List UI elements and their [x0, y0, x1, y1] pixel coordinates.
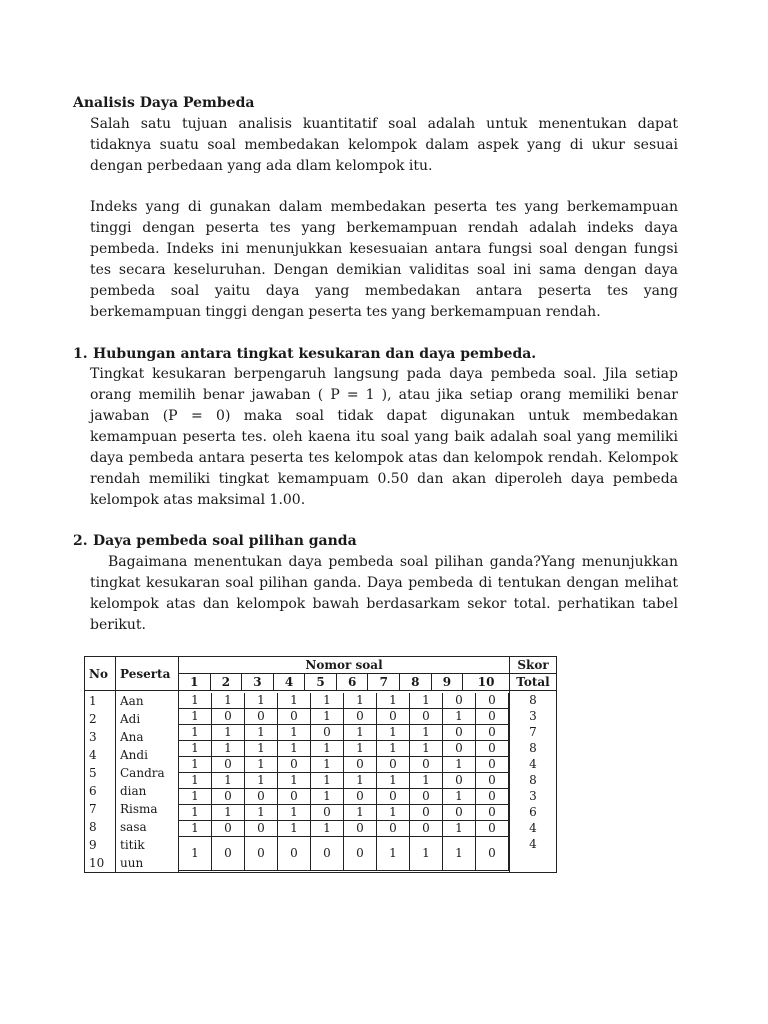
heading-2-number: 2.: [73, 533, 88, 549]
paragraph-difficulty: Tingkat kesukaran berpengaruh langsung pada daya pembeda soal. Jila setiap orang memilih benar jawaban ( P = 1 ), atau jika setiap orang memiliki benar jawaban (P = 0) maka soal tidak dapat digunakan untuk membedakan kemampuan peserta tes. oleh kaena itu soal yang baik adalah soal yang memiliki daya pembeda antara peserta tes kelompok atas dan kelompok rendah. Kelompok rendah memiliki tingkat kemampuam 0.50 dan akan diperoleh daya pembeda kelompok atas maksimal 1.00.: [90, 366, 678, 508]
answer-cell: 0: [443, 740, 476, 756]
answer-cell: 1: [410, 693, 443, 709]
answer-cell: 1: [245, 772, 278, 788]
answer-cell: 0: [278, 836, 311, 870]
answer-cell: 0: [278, 708, 311, 724]
answer-cell: 1: [311, 820, 344, 836]
answer-cell: 1: [410, 740, 443, 756]
paragraph-multiple-choice: Bagaimana menentukan daya pembeda soal pilihan ganda?Yang menunjukkan tingkat kesukaran soal pilihan ganda. Daya pembeda di tentukan dengan melihat kelompok atas dan kelompok bawah berdasarkam sekor total. perhatikan tabel berikut.: [90, 554, 678, 633]
answer-cell: 1: [344, 772, 377, 788]
answer-cell: 0: [377, 756, 410, 772]
answer-cell: 1: [410, 772, 443, 788]
answer-cell: 0: [212, 708, 245, 724]
answer-cell: 1: [278, 772, 311, 788]
answer-cell: 1: [344, 724, 377, 740]
question-number-2: 2: [210, 674, 242, 691]
answer-cell: 1: [278, 804, 311, 820]
answer-cell: 0: [410, 708, 443, 724]
answer-cell: 1: [179, 772, 212, 788]
answer-cell: 1: [179, 836, 212, 870]
answer-cell: 0: [311, 836, 344, 870]
participant-name: sasa: [120, 820, 147, 834]
heading-2-title: Daya pembeda soal pilihan ganda: [93, 533, 357, 549]
answer-cell: 0: [212, 756, 245, 772]
answer-cell: 0: [476, 708, 509, 724]
participant-name: Ana: [120, 730, 144, 744]
answer-cell: 1: [443, 708, 476, 724]
table-row: [179, 788, 509, 804]
answer-cell: 0: [410, 788, 443, 804]
answer-cell: 0: [344, 788, 377, 804]
answer-grid: [179, 693, 509, 871]
total-score: 3: [529, 709, 537, 723]
total-score: 4: [529, 757, 537, 771]
no-column: [85, 691, 116, 873]
total-score: 3: [529, 789, 537, 803]
answer-cell: 0: [476, 756, 509, 772]
total-score: 8: [529, 773, 537, 787]
answer-cell: 0: [377, 708, 410, 724]
answer-cell: 1: [410, 724, 443, 740]
question-number-1: 1: [179, 674, 211, 691]
answer-cell: 0: [278, 788, 311, 804]
table-row: [179, 724, 509, 740]
participant-name: Andi: [120, 748, 148, 762]
question-number-3: 3: [242, 674, 274, 691]
answer-cell: 1: [179, 693, 212, 709]
answer-cell: 0: [245, 836, 278, 870]
total-score: 6: [529, 805, 537, 819]
answer-cell: 1: [443, 788, 476, 804]
answer-cell: 0: [245, 788, 278, 804]
answer-cell: 1: [212, 693, 245, 709]
header-skor: Skor: [510, 657, 557, 674]
answer-cell: 1: [311, 693, 344, 709]
row-number: 2: [89, 712, 97, 726]
table-row: [179, 740, 509, 756]
answer-cell: 0: [443, 772, 476, 788]
answer-cell: 1: [443, 820, 476, 836]
row-number: 8: [89, 820, 97, 834]
answer-cell: 1: [179, 788, 212, 804]
question-number-8: 8: [400, 674, 432, 691]
paragraph-intro: Salah satu tujuan analisis kuantitatif soal adalah untuk menentukan dapat tidaknya suatu soal membedakan kelompok dalam aspek yang di ukur sesuai dengan perbedaan yang ada dlam kelompok itu.: [90, 116, 678, 174]
answer-cell: 1: [179, 756, 212, 772]
header-nomor-soal: Nomor soal: [179, 657, 510, 674]
answer-cell: 1: [278, 724, 311, 740]
answer-cell: 1: [311, 740, 344, 756]
answer-cell: 0: [443, 804, 476, 820]
section-title: Analisis Daya Pembeda: [73, 95, 255, 111]
table-row: [179, 820, 509, 836]
table-row: [179, 772, 509, 788]
answer-cell: 0: [344, 820, 377, 836]
answer-cell: 1: [311, 772, 344, 788]
answer-cell: 1: [344, 804, 377, 820]
question-number-10: 10: [463, 674, 510, 691]
answer-cell: 0: [443, 724, 476, 740]
answer-cell: 1: [344, 740, 377, 756]
participant-name: uun: [120, 856, 144, 870]
answer-cell: 0: [410, 804, 443, 820]
skor-column: [510, 691, 557, 873]
answer-cell: 0: [311, 804, 344, 820]
answer-cell: 1: [179, 804, 212, 820]
answer-cell: 1: [410, 836, 443, 870]
score-table: [84, 656, 557, 873]
answer-cell: 1: [377, 724, 410, 740]
heading-1-number: 1.: [73, 346, 88, 362]
answer-cell: 0: [410, 756, 443, 772]
answer-cell: 0: [476, 693, 509, 709]
answer-cell: 1: [179, 708, 212, 724]
question-number-5: 5: [305, 674, 337, 691]
row-number: 3: [89, 730, 97, 744]
table-row: [179, 693, 509, 709]
answer-cell: 1: [344, 693, 377, 709]
row-number: 9: [89, 838, 97, 852]
answer-cell: 0: [410, 820, 443, 836]
table-row: [179, 836, 509, 870]
table-row: [179, 756, 509, 772]
answer-cell: 0: [476, 772, 509, 788]
answer-cell: 1: [212, 804, 245, 820]
answer-cell: 1: [245, 804, 278, 820]
row-number: 5: [89, 766, 97, 780]
total-score: 4: [529, 837, 537, 851]
row-number: 4: [89, 748, 97, 762]
header-no: No: [85, 657, 116, 691]
answer-cell: 1: [212, 724, 245, 740]
answer-cell: 0: [476, 804, 509, 820]
answer-cell: 1: [278, 740, 311, 756]
answer-cell: 0: [245, 708, 278, 724]
answer-cell: 0: [476, 788, 509, 804]
answer-cell: 1: [311, 708, 344, 724]
answer-cell: 1: [212, 740, 245, 756]
row-number: 6: [89, 784, 97, 798]
table-row: [179, 708, 509, 724]
question-number-7: 7: [368, 674, 400, 691]
answer-cell: 1: [179, 740, 212, 756]
answer-cell: 0: [377, 820, 410, 836]
answer-cell: 0: [476, 740, 509, 756]
answer-cell: 0: [245, 820, 278, 836]
table-row: [179, 804, 509, 820]
participant-name: Risma: [120, 802, 158, 816]
answer-cell: 0: [278, 756, 311, 772]
answer-cell: 1: [179, 724, 212, 740]
answer-cell: 0: [443, 693, 476, 709]
header-total: Total: [510, 674, 557, 691]
heading-2: [73, 531, 357, 551]
total-score: 4: [529, 821, 537, 835]
participant-name: Adi: [120, 712, 141, 726]
answer-cell: 1: [311, 756, 344, 772]
participant-name: dian: [120, 784, 147, 798]
answer-cell: 0: [344, 756, 377, 772]
answer-grid-cell: [179, 691, 510, 873]
answer-cell: 1: [377, 693, 410, 709]
participant-name: Candra: [120, 766, 165, 780]
answer-cell: 1: [377, 740, 410, 756]
answer-cell: 1: [245, 756, 278, 772]
answer-cell: 1: [245, 740, 278, 756]
heading-1: [73, 344, 536, 364]
row-number: 10: [89, 856, 105, 870]
answer-cell: 1: [377, 804, 410, 820]
answer-cell: 1: [377, 772, 410, 788]
answer-cell: 0: [212, 788, 245, 804]
answer-cell: 1: [245, 724, 278, 740]
row-number: 7: [89, 802, 97, 816]
answer-cell: 0: [476, 724, 509, 740]
answer-cell: 0: [344, 836, 377, 870]
answer-cell: 0: [212, 836, 245, 870]
peserta-column: [116, 691, 179, 873]
heading-1-title: Hubungan antara tingkat kesukaran dan daya pembeda.: [93, 346, 537, 362]
answer-cell: 0: [377, 788, 410, 804]
answer-cell: 0: [344, 708, 377, 724]
question-number-4: 4: [273, 674, 305, 691]
answer-cell: 1: [443, 836, 476, 870]
answer-cell: 1: [212, 772, 245, 788]
header-peserta: Peserta: [116, 657, 179, 691]
total-score: 7: [529, 725, 537, 739]
answer-cell: 0: [212, 820, 245, 836]
answer-cell: 1: [278, 820, 311, 836]
total-score: 8: [529, 693, 537, 707]
question-number-9: 9: [431, 674, 463, 691]
total-score: 8: [529, 741, 537, 755]
answer-cell: 1: [443, 756, 476, 772]
answer-cell: 1: [278, 693, 311, 709]
answer-cell: 0: [476, 820, 509, 836]
answer-cell: 1: [179, 820, 212, 836]
answer-cell: 1: [245, 693, 278, 709]
participant-name: Aan: [120, 694, 144, 708]
answer-cell: 0: [311, 724, 344, 740]
participant-name: titik: [120, 838, 145, 852]
paragraph-index: Indeks yang di gunakan dalam membedakan peserta tes yang berkemampuan tinggi dengan peserta tes yang berkemampuan rendah adalah indeks daya pembeda. Indeks ini menunjukkan kesesuaian antara fungsi soal dengan fungsi tes secara keseluruhan. Dengan demikian validitas soal ini sama dengan daya pembeda soal yaitu daya yang membedakan antara peserta tes yang berkemampuan tinggi dengan peserta tes yang berkemampuan rendah.: [90, 199, 678, 320]
row-number: 1: [89, 694, 97, 708]
question-number-6: 6: [336, 674, 368, 691]
answer-cell: 0: [476, 836, 509, 870]
answer-cell: 1: [377, 836, 410, 870]
answer-cell: 1: [311, 788, 344, 804]
